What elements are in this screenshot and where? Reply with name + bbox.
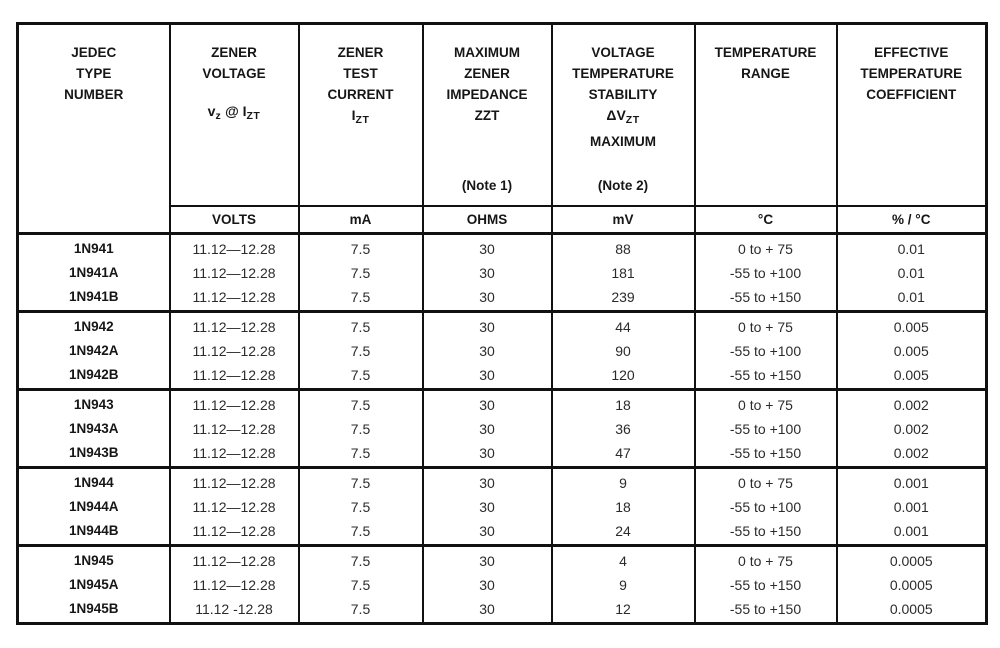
- header-line: VOLTAGE: [591, 45, 655, 60]
- header-line: NUMBER: [64, 87, 124, 102]
- cell-line: 11.12 -12.28: [195, 601, 273, 617]
- cell-line: 1N944A: [68, 499, 119, 514]
- unit-volts: VOLTS: [170, 206, 299, 234]
- unit-degc: °C: [695, 206, 837, 234]
- cell-line: 7.5: [350, 523, 371, 539]
- cell-line: 7.5: [350, 289, 371, 305]
- cell-line: 90: [615, 343, 631, 359]
- header-line: STABILITY: [588, 87, 658, 102]
- cell-line: 11.12—12.28: [192, 475, 276, 491]
- cell-line: 7.5: [350, 577, 371, 593]
- cell-line: 7.5: [350, 397, 371, 413]
- cell-line: 0 to + 75: [738, 241, 793, 257]
- header-line: ZENER: [337, 45, 384, 60]
- cell-line: 0 to + 75: [738, 397, 793, 413]
- cell-line: 0.01: [897, 241, 925, 257]
- table-cell: [837, 468, 987, 546]
- table-cell: [837, 234, 987, 312]
- table-cell: [299, 546, 423, 624]
- cell-line: -55 to +150: [729, 523, 802, 539]
- table-cell: [695, 234, 837, 312]
- header-line: TYPE: [76, 66, 112, 81]
- table-cell: [837, 312, 987, 390]
- cell-line: 0.001: [893, 523, 929, 539]
- table-cell: [695, 390, 837, 468]
- header-line: ZENER: [464, 66, 510, 81]
- col-header-jedec-type-number: [18, 24, 170, 234]
- header-line: TEMPERATURE: [572, 66, 674, 81]
- cell-line: 7.5: [350, 601, 371, 617]
- cell-line: -55 to +100: [729, 265, 802, 281]
- cell-line: 1N942B: [68, 367, 119, 382]
- cell-line: 36: [615, 421, 631, 437]
- table-cell: [18, 312, 170, 390]
- table-cell: [695, 546, 837, 624]
- table-cell: [170, 468, 299, 546]
- table-group-row: [18, 468, 987, 546]
- table-cell: [837, 390, 987, 468]
- cell-line: 30: [479, 499, 495, 515]
- cell-line: 1N943B: [68, 445, 119, 460]
- cell-line: 7.5: [350, 445, 371, 461]
- table-cell: [552, 234, 695, 312]
- cell-line: 11.12—12.28: [192, 241, 276, 257]
- cell-line: 0.001: [893, 475, 929, 491]
- table-cell: [423, 468, 552, 546]
- cell-line: 0.005: [893, 367, 929, 383]
- cell-line: 24: [615, 523, 631, 539]
- cell-line: 12: [615, 601, 631, 617]
- cell-line: 0.001: [893, 499, 929, 515]
- cell-line: 0.005: [893, 319, 929, 335]
- cell-line: 30: [479, 601, 495, 617]
- table-cell: [423, 546, 552, 624]
- table-cell: [299, 468, 423, 546]
- cell-line: 18: [615, 499, 631, 515]
- cell-line: 11.12—12.28: [192, 523, 276, 539]
- table-cell: [299, 234, 423, 312]
- cell-line: 18: [615, 397, 631, 413]
- vz-at-izt-symbol: $v_z$ @ $I_{ZT}$: [207, 103, 261, 122]
- header-line: ZZT: [474, 108, 500, 123]
- col-header-temperature-range: [695, 24, 837, 207]
- col-header-max-zener-impedance: [423, 24, 552, 207]
- cell-line: 0.002: [893, 445, 929, 461]
- cell-line: 1N941: [73, 241, 114, 256]
- cell-line: 11.12—12.28: [192, 367, 276, 383]
- table-cell: [18, 390, 170, 468]
- header-line: TEST: [343, 66, 378, 81]
- cell-line: 30: [479, 553, 495, 569]
- cell-line: -55 to +150: [729, 445, 802, 461]
- header-line: TEMPERATURE: [860, 66, 963, 81]
- cell-line: 0.01: [897, 265, 925, 281]
- table-cell: [299, 390, 423, 468]
- cell-line: 4: [619, 553, 627, 569]
- cell-line: 1N945: [73, 553, 114, 568]
- cell-line: 0.005: [893, 343, 929, 359]
- header-line: TEMPERATURE: [714, 45, 817, 60]
- cell-line: 1N945A: [68, 577, 119, 592]
- cell-line: 1N943A: [68, 421, 119, 436]
- table-cell: [695, 312, 837, 390]
- table-cell: [552, 468, 695, 546]
- cell-line: 0 to + 75: [738, 553, 793, 569]
- cell-line: 7.5: [350, 421, 371, 437]
- table-cell: [170, 390, 299, 468]
- header-line: MAXIMUM: [454, 45, 520, 60]
- cell-line: 88: [615, 241, 631, 257]
- cell-line: 9: [619, 577, 627, 593]
- unit-mv: mV: [552, 206, 695, 234]
- cell-line: 0.002: [893, 421, 929, 437]
- cell-line: 11.12—12.28: [192, 499, 276, 515]
- cell-line: 0.0005: [889, 553, 933, 569]
- table-group-row: [18, 390, 987, 468]
- cell-line: 0.0005: [889, 601, 933, 617]
- cell-line: 30: [479, 475, 495, 491]
- header-line: VOLTAGE: [202, 66, 266, 81]
- cell-line: 11.12—12.28: [192, 343, 276, 359]
- col-header-zener-test-current: [299, 24, 423, 207]
- table-cell: [170, 546, 299, 624]
- col-header-voltage-temp-stability: [552, 24, 695, 207]
- cell-line: 0.0005: [889, 577, 933, 593]
- cell-line: 30: [479, 289, 495, 305]
- cell-line: 30: [479, 445, 495, 461]
- cell-line: 7.5: [350, 475, 371, 491]
- cell-line: -55 to +150: [729, 577, 802, 593]
- cell-line: 7.5: [350, 343, 371, 359]
- header-line: MAXIMUM: [590, 134, 656, 149]
- zener-spec-table: [16, 22, 988, 625]
- cell-line: -55 to +100: [729, 421, 802, 437]
- izt-symbol: $I_{ZT}$: [351, 107, 370, 126]
- cell-line: 0 to + 75: [738, 475, 793, 491]
- table-cell: [423, 312, 552, 390]
- cell-line: 7.5: [350, 265, 371, 281]
- cell-line: 11.12—12.28: [192, 319, 276, 335]
- cell-line: -55 to +100: [729, 343, 802, 359]
- cell-line: 30: [479, 241, 495, 257]
- cell-line: 11.12—12.28: [192, 553, 276, 569]
- header-line: JEDEC: [71, 45, 117, 60]
- table-cell: [423, 390, 552, 468]
- cell-line: 7.5: [350, 553, 371, 569]
- cell-line: 1N944: [73, 475, 114, 490]
- cell-line: 11.12—12.28: [192, 397, 276, 413]
- cell-line: 181: [611, 265, 635, 281]
- table-body: [18, 234, 987, 624]
- cell-line: 30: [479, 319, 495, 335]
- table-cell: [170, 312, 299, 390]
- cell-line: 30: [479, 577, 495, 593]
- header-line: EFFECTIVE: [874, 45, 949, 60]
- cell-line: 7.5: [350, 241, 371, 257]
- table-cell: [837, 546, 987, 624]
- cell-line: 0.01: [897, 289, 925, 305]
- cell-line: 1N941B: [68, 289, 119, 304]
- table-cell: [18, 546, 170, 624]
- header-row: [18, 24, 987, 207]
- col-header-zener-voltage: [170, 24, 299, 207]
- cell-line: 1N942: [73, 319, 114, 334]
- header-line: RANGE: [741, 66, 790, 81]
- cell-line: 30: [479, 421, 495, 437]
- cell-line: 11.12—12.28: [192, 421, 276, 437]
- cell-line: -55 to +150: [729, 601, 802, 617]
- unit-pct-per-degc: % / °C: [837, 206, 987, 234]
- note-1-reference: (Note 1): [461, 178, 513, 193]
- cell-line: 9: [619, 475, 627, 491]
- cell-line: 11.12—12.28: [192, 265, 276, 281]
- table-cell: [552, 312, 695, 390]
- cell-line: 30: [479, 523, 495, 539]
- table-cell: [18, 234, 170, 312]
- cell-line: 0 to + 75: [738, 319, 793, 335]
- cell-line: 30: [479, 265, 495, 281]
- header-line: IMPEDANCE: [446, 87, 528, 102]
- header-line: COEFFICIENT: [866, 87, 957, 102]
- table-cell: [695, 468, 837, 546]
- cell-line: 1N943: [73, 397, 114, 412]
- cell-line: 7.5: [350, 367, 371, 383]
- table-cell: [552, 546, 695, 624]
- table-group-row: [18, 546, 987, 624]
- cell-line: 30: [479, 343, 495, 359]
- cell-line: 30: [479, 397, 495, 413]
- cell-line: 1N945B: [68, 601, 119, 616]
- header-line: CURRENT: [327, 87, 394, 102]
- unit-ma: mA: [299, 206, 423, 234]
- cell-line: -55 to +150: [729, 367, 802, 383]
- cell-line: 11.12—12.28: [192, 577, 276, 593]
- table-group-row: [18, 234, 987, 312]
- cell-line: -55 to +100: [729, 499, 802, 515]
- table-cell: [552, 390, 695, 468]
- cell-line: 30: [479, 367, 495, 383]
- cell-line: 47: [615, 445, 631, 461]
- table-cell: [299, 312, 423, 390]
- cell-line: 239: [611, 289, 635, 305]
- cell-line: 120: [611, 367, 635, 383]
- cell-line: 0.002: [893, 397, 929, 413]
- cell-line: 11.12—12.28: [192, 445, 276, 461]
- cell-line: 1N941A: [68, 265, 119, 280]
- table-cell: [18, 468, 170, 546]
- cell-line: 1N942A: [68, 343, 119, 358]
- cell-line: 1N944B: [68, 523, 119, 538]
- col-header-effective-temp-coefficient: [837, 24, 987, 207]
- unit-ohms: OHMS: [423, 206, 552, 234]
- cell-line: 44: [615, 319, 631, 335]
- cell-line: 7.5: [350, 499, 371, 515]
- cell-line: 7.5: [350, 319, 371, 335]
- table-group-row: [18, 312, 987, 390]
- header-line: ZENER: [211, 45, 257, 60]
- cell-line: 11.12—12.28: [192, 289, 276, 305]
- delta-vzt-symbol: $\Delta V_{ZT}$: [606, 107, 640, 126]
- table-cell: [423, 234, 552, 312]
- table-cell: [170, 234, 299, 312]
- cell-line: -55 to +150: [729, 289, 802, 305]
- note-2-reference: (Note 2): [597, 178, 649, 193]
